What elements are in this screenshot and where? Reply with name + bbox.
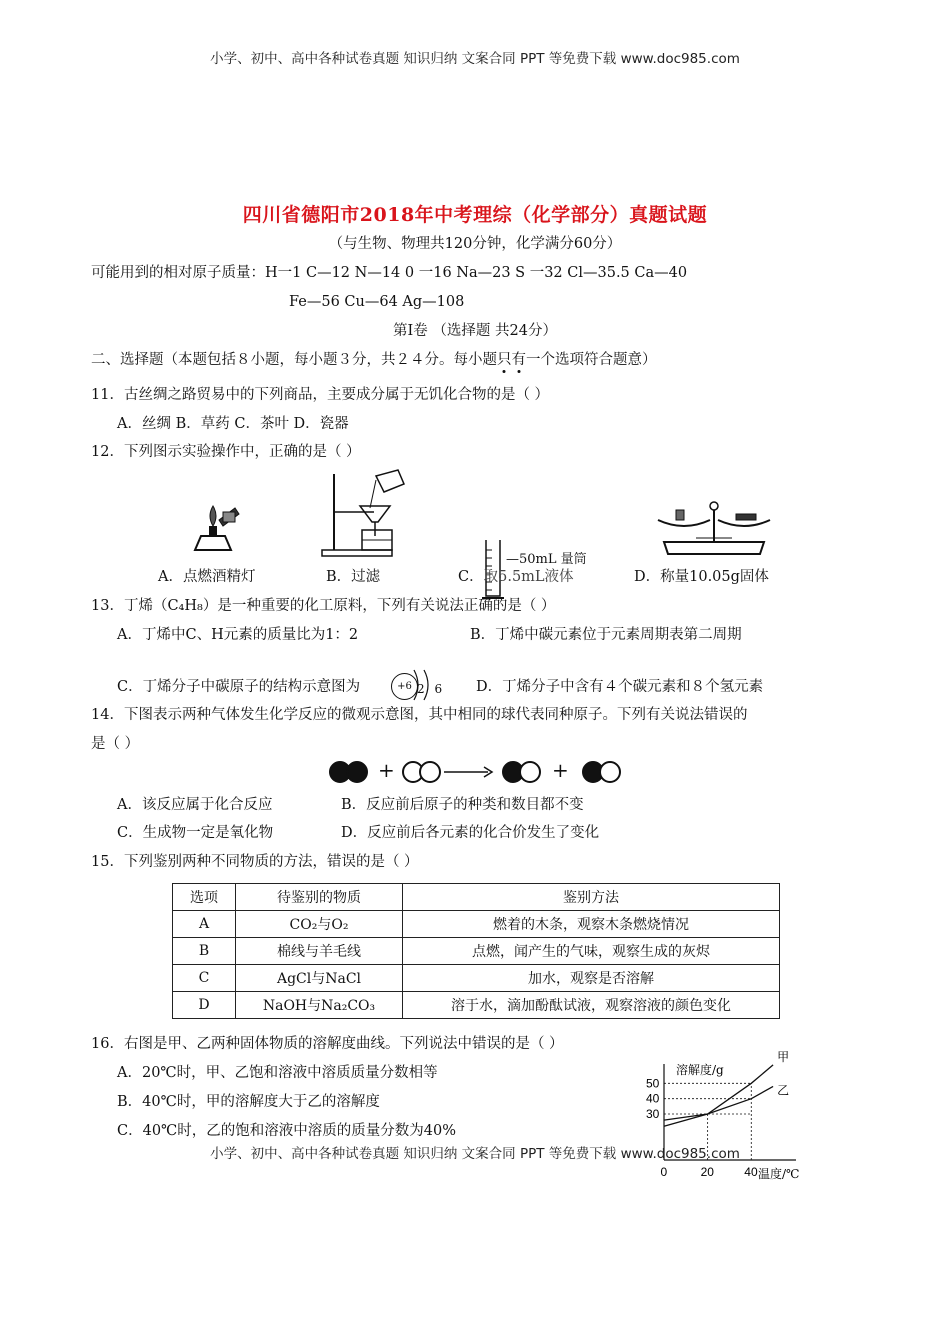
y-tick-label: 40 [646, 1091, 660, 1106]
plus-sign: + [552, 758, 569, 782]
q14-stem-line2: 是（ ） [91, 736, 140, 752]
part-heading: 第Ⅰ卷 （选择题 共24分） [393, 323, 557, 339]
y-tick-label: 50 [646, 1076, 660, 1091]
table-cell: AgCl与NaCl [236, 965, 403, 992]
page-title: 四川省德阳市2018年中考理综（化学部分）真题试题 [242, 204, 708, 226]
table-cell: 燃着的木条，观察木条燃烧情况 [403, 911, 780, 938]
q16-opt-b: B．40℃时，甲的溶解度大于乙的溶解度 [117, 1094, 380, 1110]
q12-label-c [458, 567, 574, 587]
balance-figure [656, 498, 772, 558]
q13-opt-a: A．丁烯中C、H元素的质量比为1：2 [117, 627, 359, 643]
white-atom [419, 761, 441, 783]
alcohol-lamp-figure [183, 498, 243, 558]
emphasis-char: 只 [497, 352, 512, 368]
q12-label-d: D．称量10.05g固体 [634, 569, 769, 585]
atomic-mass-line1: 可能用到的相对原子质量：H一1 C—12 N—14 0 一16 Na—23 S 一32 Cl—35.5 Ca—40 [91, 265, 688, 281]
section-text: 二、选择题（本题包括８小题，每小题３分，共２４分。每小题 [91, 352, 497, 368]
x-axis-label: 温度/℃ [758, 1167, 800, 1181]
q14-opt-b: B．反应前后原子的种类和数目都不变 [341, 797, 584, 813]
table-cell: NaOH与Na₂CO₃ [236, 992, 403, 1019]
column-header: 待鉴别的物质 [236, 884, 403, 911]
q16-stem: 16．右图是甲、乙两种固体物质的溶解度曲线。下列说法中错误的是（ ） [91, 1036, 564, 1052]
q14-stem-line1: 14．下图表示两种气体发生化学反应的微观示意图，其中相同的球代表同种原子。下列有关说法错误的 [91, 707, 748, 723]
x-tick-label: 40 [744, 1165, 758, 1179]
black-atom [346, 761, 368, 783]
solubility-chart [630, 1049, 820, 1185]
table-cell: C [173, 965, 236, 992]
q13-opt-c: C．丁烯分子中碳原子的结构示意图为 [117, 679, 361, 695]
table-row [173, 911, 780, 938]
q13-opt-d: D．丁烯分子中含有４个碳元素和８个氢元素 [476, 679, 764, 695]
q15-stem: 15．下列鉴别两种不同物质的方法，错误的是（ ） [91, 854, 419, 870]
table-row [173, 992, 780, 1019]
q14-opt-d: D．反应前后各元素的化合价发生了变化 [341, 825, 600, 841]
x-tick-label: 20 [700, 1165, 714, 1179]
page-header: 小学、初中、高中各种试卷真题 知识归纳 文案合同 PPT 等免费下载 www.doc985.com [210, 51, 740, 67]
filtration-figure [318, 470, 408, 560]
emphasis-char: 有 [511, 352, 526, 368]
table-row [173, 938, 780, 965]
q12-label-c-text: 取5.5mL液体 [483, 569, 574, 585]
white-atom [599, 761, 621, 783]
arrow-icon [444, 764, 494, 780]
q14-opt-a: A．该反应属于化合反应 [117, 797, 273, 813]
table-cell: A [173, 911, 236, 938]
white-atom [519, 761, 541, 783]
subtitle: （与生物、物理共120分钟，化学满分60分） [328, 236, 622, 252]
table-cell: D [173, 992, 236, 1019]
table-header-row [173, 884, 780, 911]
table-cell: CO₂与O₂ [236, 911, 403, 938]
carbon-nucleus: +6 [391, 673, 418, 700]
table-cell: 加水，观察是否溶解 [403, 965, 780, 992]
q12-label-a: A．点燃酒精灯 [158, 569, 256, 585]
table-row [173, 965, 780, 992]
table-cell: 棉线与羊毛线 [236, 938, 403, 965]
section-heading [91, 350, 657, 370]
q13-opt-b: B．丁烯中碳元素位于元素周期表第二周期 [470, 627, 742, 643]
section-text: 一个选项符合题意） [526, 352, 657, 368]
q12-stem: 12．下列图示实验操作中，正确的是（ ） [91, 444, 361, 460]
q16-opt-c: C．40℃时，乙的饱和溶液中溶质的质量分数为40% [117, 1123, 456, 1139]
atomic-mass-line2: Fe—56 Cu—64 Ag—108 [289, 294, 465, 310]
x-tick-label: 0 [660, 1165, 668, 1179]
table-cell: 溶于水，滴加酚酞试液，观察溶液的颜色变化 [403, 992, 780, 1019]
y-tick-label: 30 [646, 1107, 660, 1121]
q13-stem: 13．丁烯（C₄H₈）是一种重要的化工原料，下列有关说法正确的是（ ） [91, 598, 556, 614]
cylinder-label: —50mL 量筒 [506, 552, 587, 567]
column-header: 鉴别方法 [403, 884, 780, 911]
series-label: 乙 [777, 1083, 790, 1098]
q14-opt-c: C．生成物一定是氧化物 [117, 825, 274, 841]
table-cell: B [173, 938, 236, 965]
y-axis-label: 溶解度/g [676, 1063, 724, 1077]
table-cell: 点燃，闻产生的气味，观察生成的灰烬 [403, 938, 780, 965]
q16-opt-a: A．20℃时，甲、乙饱和溶液中溶质质量分数相等 [117, 1065, 438, 1081]
q11-options: A．丝绸 B．草药 C．茶叶 D．瓷器 [117, 416, 349, 432]
q12-label-c-prefix: C． [458, 569, 484, 585]
q11-stem: 11．古丝绸之路贸易中的下列商品，主要成分属于无饥化合物的是（ ） [91, 387, 550, 403]
page-footer: 小学、初中、高中各种试卷真题 知识归纳 文案合同 PPT 等免费下载 www.doc985.com [210, 1146, 740, 1162]
cylinder-label-text: 50mL 量筒 [519, 552, 587, 567]
q15-table [172, 883, 780, 1019]
electron-counts: 2 6 [417, 682, 446, 696]
series-label: 甲 [777, 1049, 790, 1064]
column-header: 选项 [173, 884, 236, 911]
series-line-yi [664, 1086, 773, 1120]
q12-label-b: B．过滤 [326, 569, 381, 585]
plus-sign: + [378, 758, 395, 782]
